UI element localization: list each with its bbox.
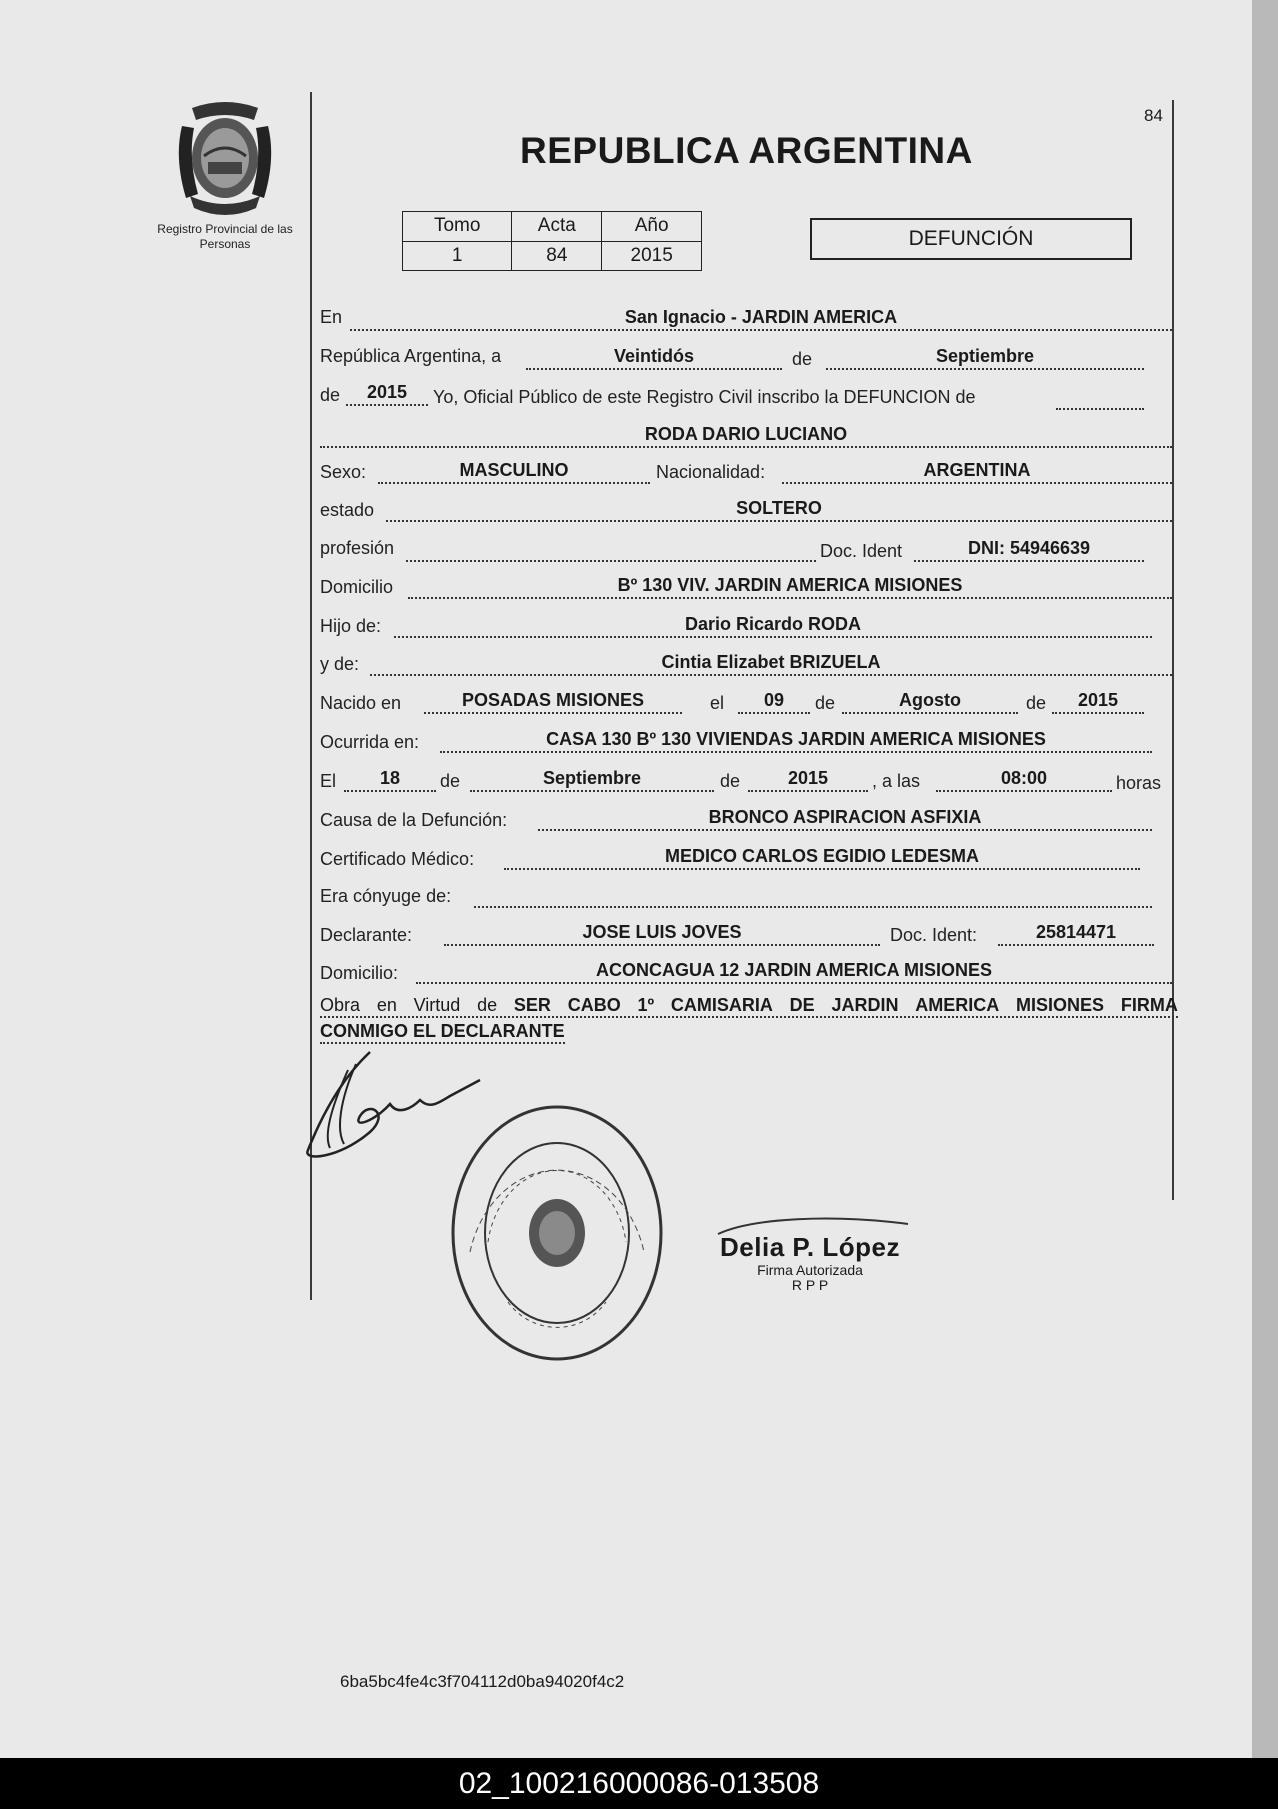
death-time-field: 08:00 — [936, 768, 1112, 792]
registry-value-row — [403, 241, 702, 271]
death-place-field: CASA 130 Bº 130 VIVIENDAS JARDIN AMERICA MISIONES — [440, 729, 1152, 753]
de-label-2: de — [320, 385, 341, 405]
obra-word: de — [477, 995, 498, 1015]
cause-of-death-field: BRONCO ASPIRACION ASFIXIA — [538, 807, 1152, 831]
de-label-1: de — [792, 349, 813, 369]
document-type-box: DEFUNCIÓN — [810, 218, 1132, 260]
death-year-field: 2015 — [748, 768, 868, 792]
medical-certificate-field: MEDICO CARLOS EGIDIO LEDESMA — [504, 846, 1140, 870]
registry-header-row — [403, 212, 702, 242]
certificado-label: Certificado Médico: — [320, 849, 475, 869]
profesion-label: profesión — [320, 538, 395, 558]
obra-en-virtud-text — [320, 994, 1178, 1044]
page-number: 84 — [1144, 106, 1163, 125]
obra-bold-word: CAMISARIA — [670, 995, 773, 1015]
declarante-label: Declarante: — [320, 925, 413, 945]
obra-word: en — [376, 995, 397, 1015]
death-month-field: Septiembre — [470, 768, 714, 792]
file-id-bar — [0, 1758, 1278, 1809]
defuncion-de-blank — [1056, 386, 1144, 410]
conyuge-label: Era cónyuge de: — [320, 886, 452, 906]
acta-header: Acta — [512, 212, 602, 242]
year-field: 2015 — [346, 382, 428, 406]
death-day-field: 18 — [344, 768, 436, 792]
authorized-name: Delia P. López — [720, 1232, 900, 1262]
obra-bold-word: DE — [789, 995, 815, 1015]
mother-field: Cintia Elizabet BRIZUELA — [370, 652, 1172, 676]
province-emblem-icon — [170, 98, 280, 218]
nacionalidad-field: ARGENTINA — [782, 460, 1172, 484]
nacionalidad-label: Nacionalidad: — [656, 462, 766, 482]
rpp-label: R P P — [791, 1277, 829, 1293]
deceased-name-field: RODA DARIO LUCIANO — [320, 424, 1172, 448]
ocurrida-label: Ocurrida en: — [320, 732, 420, 752]
obra-bold-word: SER — [513, 995, 551, 1015]
authorized-signature-block — [705, 1232, 915, 1293]
nacido-en-label: Nacido en — [320, 693, 402, 713]
profesion-field — [406, 538, 816, 562]
yo-text: Yo, Oficial Público de este Registro Civil inscribo la DEFUNCION de — [433, 387, 976, 407]
domicilio-field: Bº 130 VIV. JARDIN AMERICA MISIONES — [408, 575, 1172, 599]
obra-bold-word: 1º — [637, 995, 655, 1015]
birth-month-field: Agosto — [842, 690, 1018, 714]
obra-word: Obra — [320, 995, 361, 1015]
domicilio-label: Domicilio — [320, 577, 394, 597]
obra-bold-word: JARDIN — [831, 995, 899, 1015]
sexo-label: Sexo: — [320, 462, 367, 482]
page-title: REPUBLICA ARGENTINA — [520, 130, 973, 171]
obra-word: Virtud — [413, 995, 461, 1015]
doc-ident-label: Doc. Ident — [820, 541, 903, 561]
declarant-doc-field: 25814471 — [998, 922, 1154, 946]
obra-bold-word: AMERICA — [915, 995, 1000, 1015]
hijo-de-label: Hijo de: — [320, 616, 382, 636]
spouse-field — [474, 884, 1152, 908]
obra-line-1 — [320, 994, 1178, 1018]
declarant-address-field: ACONCAGUA 12 JARDIN AMERICA MISIONES — [416, 960, 1172, 984]
page-edge — [1252, 0, 1278, 1758]
month-field: Septiembre — [826, 346, 1144, 370]
registry-table — [402, 211, 702, 271]
estado-field: SOLTERO — [386, 498, 1172, 522]
anio-header: Año — [602, 212, 702, 242]
anio-value: 2015 — [602, 241, 702, 271]
day-field: Veintidós — [526, 346, 782, 370]
tomo-header: Tomo — [403, 212, 512, 242]
el2-label: El — [320, 771, 337, 791]
place-field: San Ignacio - JARDIN AMERICA — [350, 307, 1172, 331]
obra-bold-word: MISIONES — [1016, 995, 1105, 1015]
doc-ident2-label: Doc. Ident: — [890, 925, 978, 945]
tomo-value: 1 — [403, 241, 512, 271]
obra-line-2: CONMIGO EL DECLARANTE — [320, 1020, 565, 1044]
birth-day-field: 09 — [738, 690, 810, 714]
sexo-field: MASCULINO — [378, 460, 650, 484]
logo-caption: Registro Provincial de las Personas — [157, 222, 293, 251]
domicilio2-label: Domicilio: — [320, 963, 399, 983]
horas-label: horas — [1116, 773, 1162, 793]
republica-label: República Argentina, a — [320, 346, 502, 366]
birthplace-field: POSADAS MISIONES — [424, 690, 682, 714]
acta-value: 84 — [512, 241, 602, 271]
de-label-6: de — [720, 771, 741, 791]
el-label: el — [710, 693, 725, 713]
obra-bold-word: FIRMA — [1120, 995, 1178, 1015]
file-id: 02_100216000086-013508 — [458, 1767, 820, 1800]
doc-ident-field: DNI: 54946639 — [914, 538, 1144, 562]
document-hash: 6ba5bc4fe4c3f704112d0ba94020f4c2 — [340, 1672, 625, 1691]
de-label-3: de — [815, 693, 836, 713]
authorized-signature-label: Firma Autorizada — [757, 1262, 863, 1278]
a-las-label: , a las — [872, 771, 921, 791]
causa-label: Causa de la Defunción: — [320, 810, 508, 830]
father-field: Dario Ricardo RODA — [394, 614, 1152, 638]
y-de-label: y de: — [320, 654, 360, 674]
obra-bold-word: CABO — [567, 995, 621, 1015]
official-seal-icon — [448, 1102, 666, 1364]
en-label: En — [320, 307, 343, 327]
de-label-5: de — [440, 771, 461, 791]
de-label-4: de — [1026, 693, 1047, 713]
estado-label: estado — [320, 500, 375, 520]
birth-year-field: 2015 — [1052, 690, 1144, 714]
declarant-field: JOSE LUIS JOVES — [444, 922, 880, 946]
